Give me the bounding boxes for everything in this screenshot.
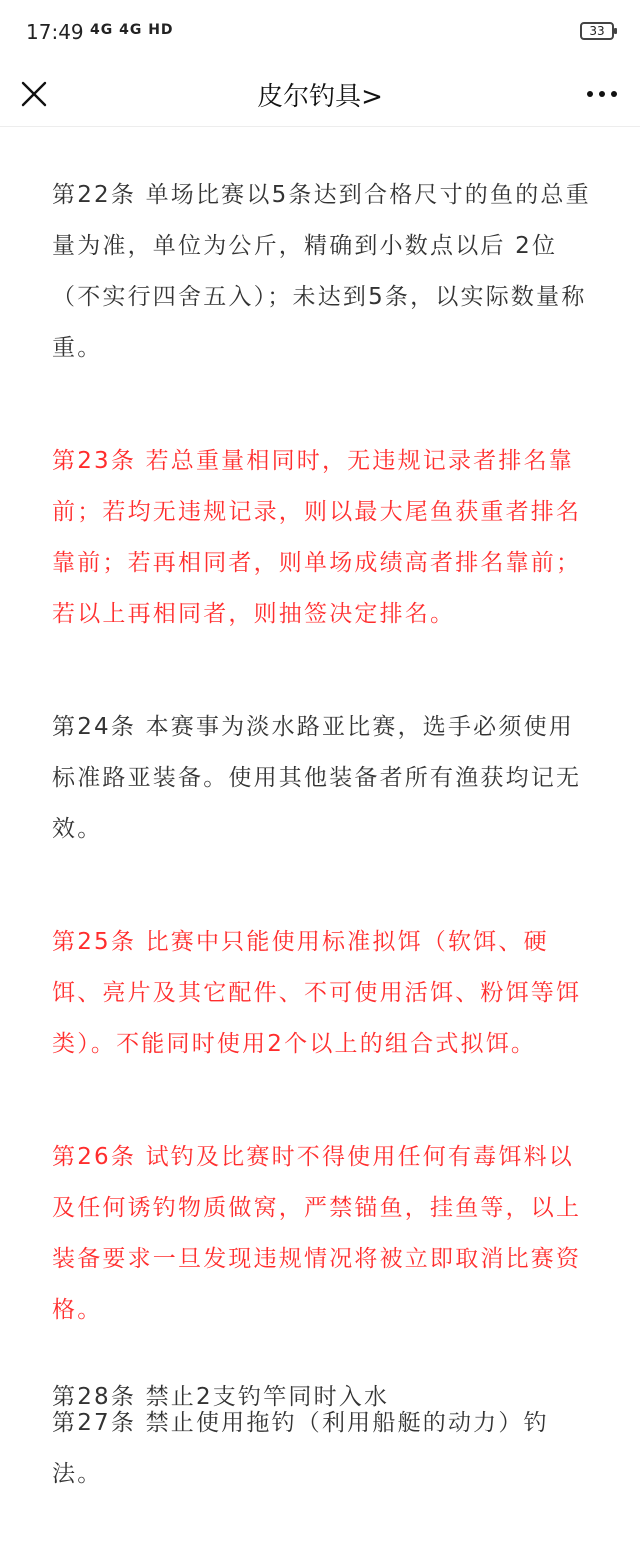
status-bar bbox=[0, 0, 640, 64]
status-time: 17:49 bbox=[26, 20, 84, 44]
rule-27: 第27条 禁止使用拖钓（利用船艇的动力）钓法。 bbox=[52, 1410, 549, 1487]
more-icon bbox=[586, 90, 618, 98]
more-button[interactable] bbox=[582, 74, 622, 114]
account-title-link[interactable]: 皮尔钓具> bbox=[257, 82, 383, 112]
rule-24: 第24条 本赛事为淡水路亚比赛，选手必须使用标准路亚装备。使用其他装备者所有渔获均记无效。 bbox=[52, 714, 582, 842]
nav-bar bbox=[0, 64, 640, 127]
battery-icon: 33 bbox=[580, 22, 614, 40]
article-body bbox=[52, 170, 592, 1562]
rule-23: 第23条 若总重量相同时，无违规记录者排名靠前；若均无违规记录，则以最大尾鱼获重者排名靠前；若再相同者，则单场成绩高者排名靠前；若以上再相同者，则抽签决定排名。 bbox=[52, 448, 582, 627]
signal-icons: 4G 4G HD bbox=[90, 22, 174, 38]
rule-26: 第26条 试钓及比赛时不得使用任何有毒饵料以及任何诱钓物质做窝，严禁锚鱼，挂鱼等，以上装备要求一旦发现违规情况将被立即取消比赛资格。 bbox=[52, 1144, 582, 1323]
rule-22: 第22条 单场比赛以5条达到合格尺寸的鱼的总重量为准，单位为公斤，精确到小数点以后 2位（不实行四舍五入）；未达到5条，以实际数量称重。 bbox=[52, 182, 591, 361]
rule-25: 第25条 比赛中只能使用标准拟饵（软饵、硬饵、亮片及其它配件、不可使用活饵、粉饵等饵类）。不能同时使用2个以上的组合式拟饵。 bbox=[52, 929, 582, 1057]
rule-28-clipped: 第28条 禁止2支钓竿同时入水 bbox=[52, 1384, 390, 1410]
